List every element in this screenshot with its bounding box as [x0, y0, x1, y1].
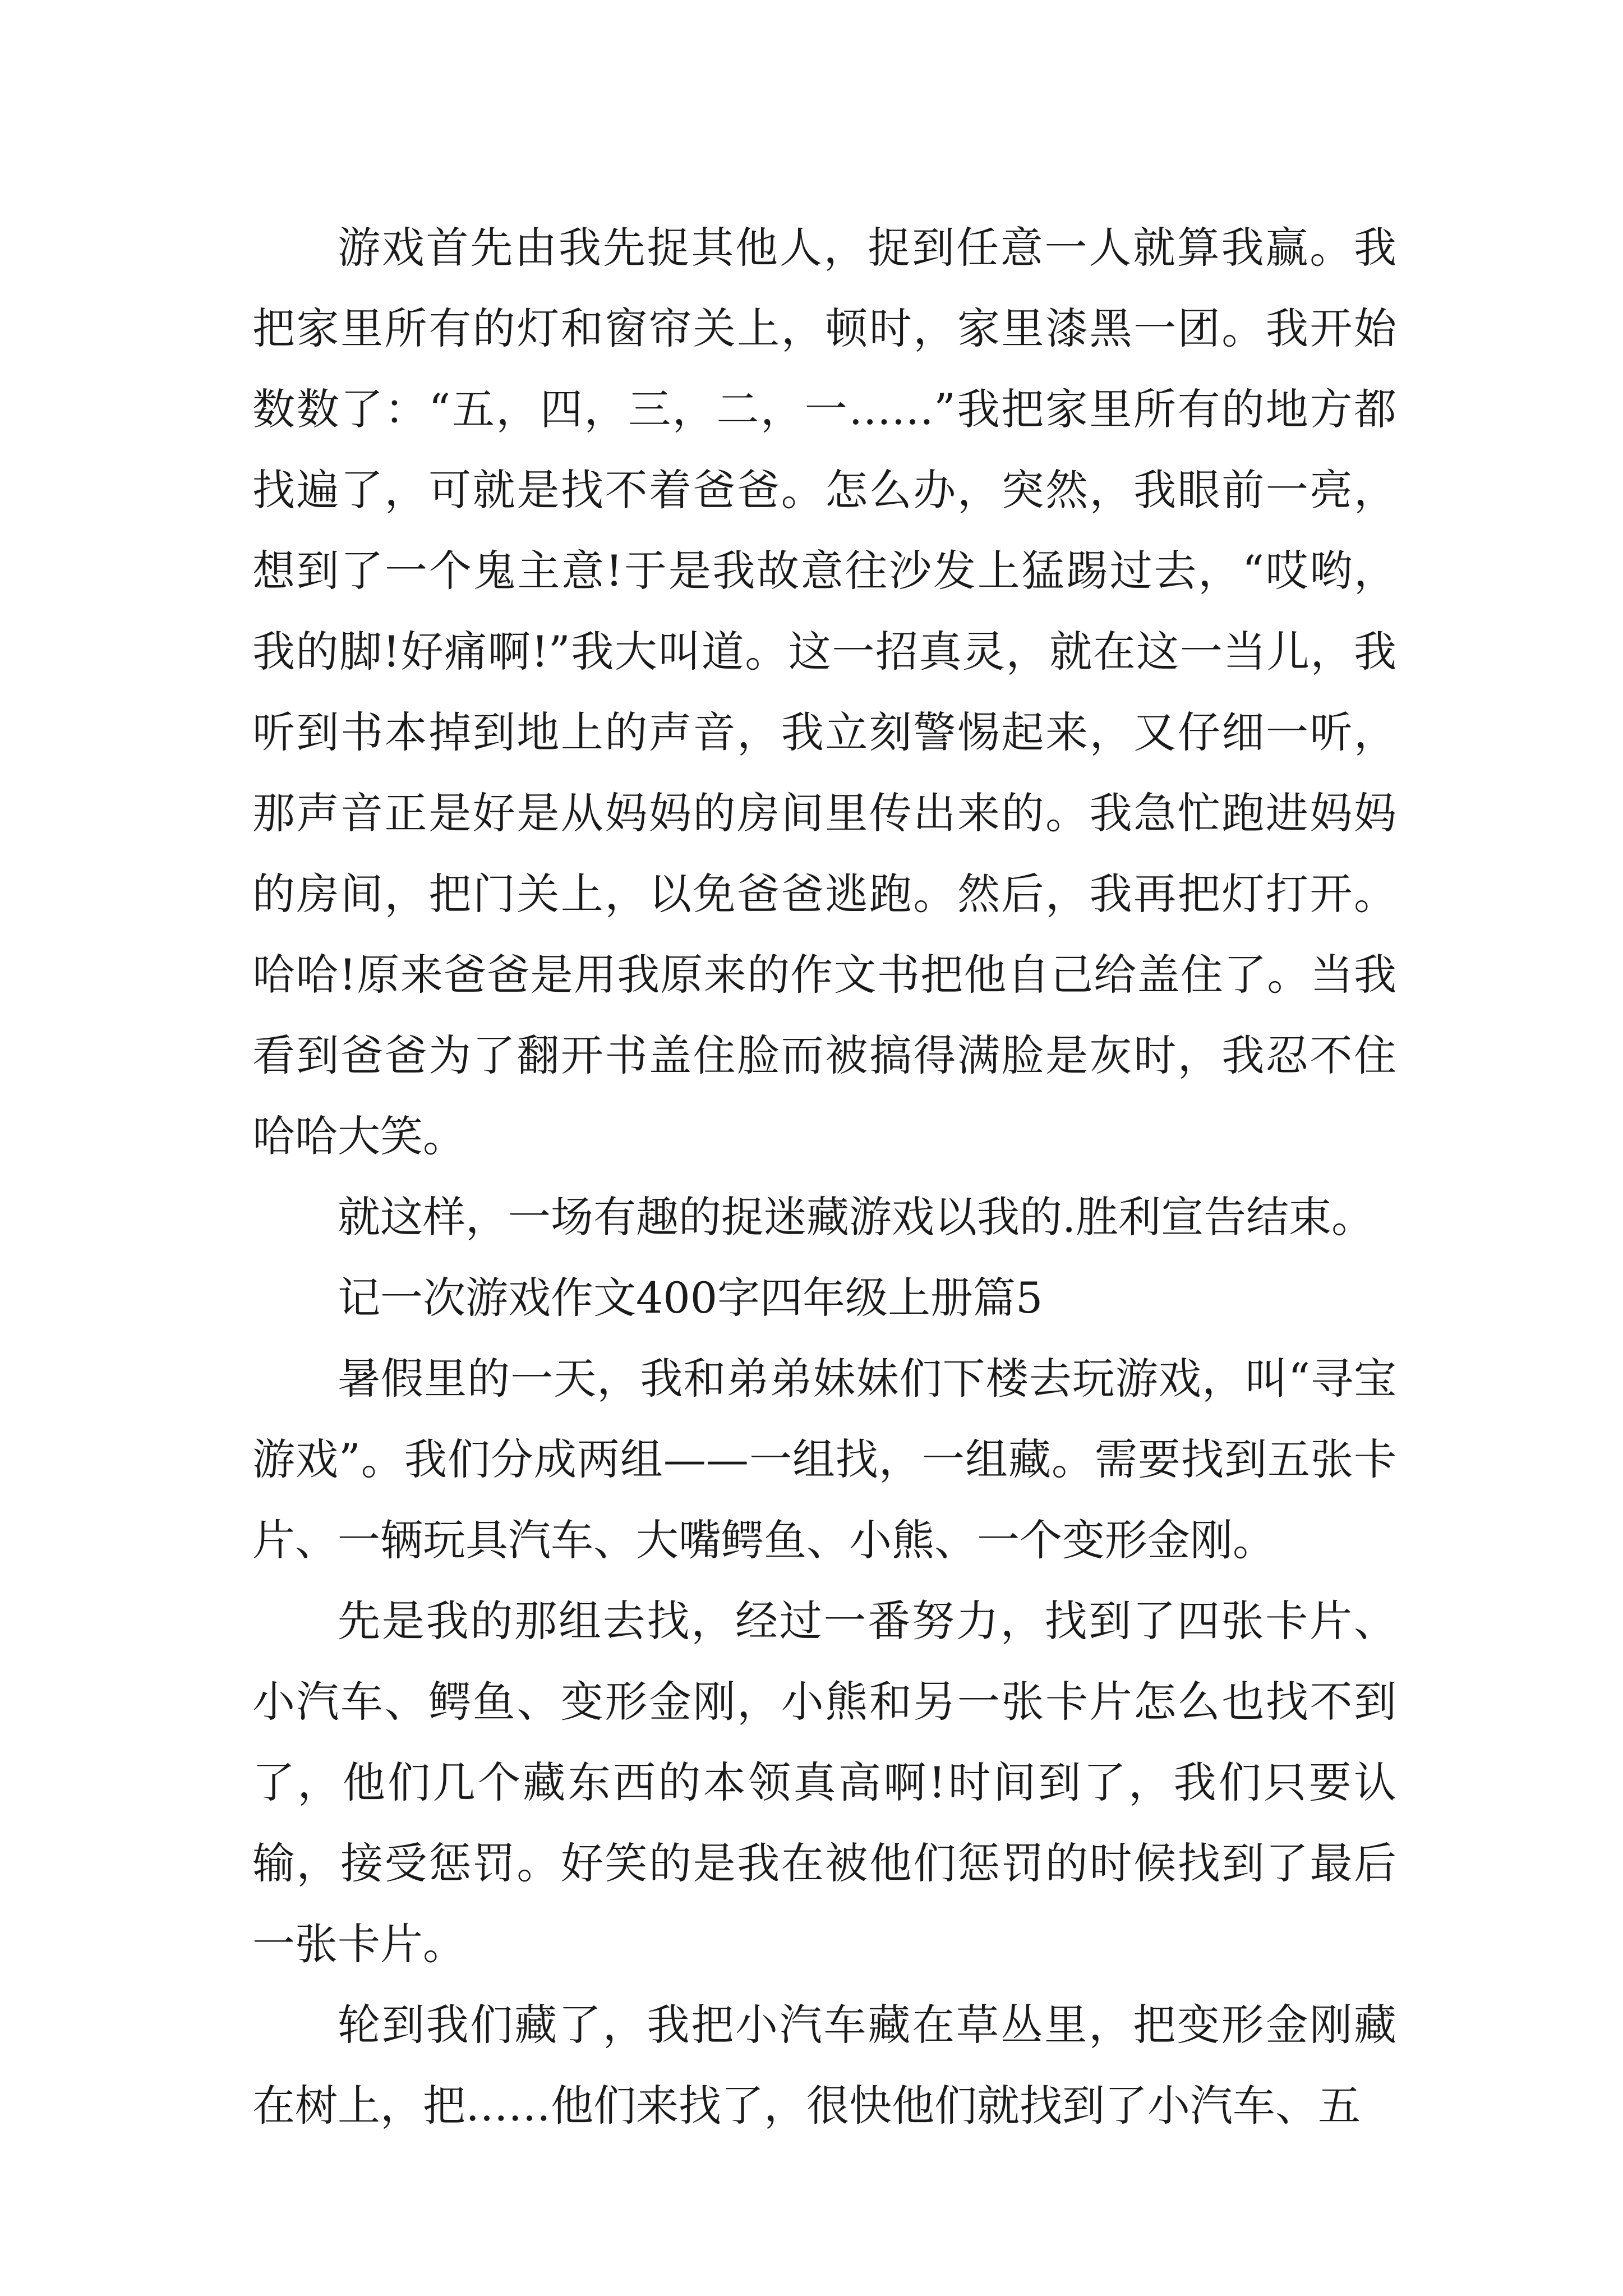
document-body — [252, 208, 1396, 2146]
paragraph: 先是我的那组去找，经过一番努力，找到了四张卡片、小汽车、鳄鱼、变形金刚，小熊和另一张卡片怎么也找不到了，他们几个藏东西的本领真高啊!时间到了，我们只要认输，接受惩罚。好笑的是我在被他们惩罚的时候找到了最后一张卡片。 — [252, 1596, 1396, 1969]
paragraph: 就这样，一场有趣的捉迷藏游戏以我的.胜利宣告结束。 — [338, 1192, 1375, 1242]
section-heading: 记一次游戏作文400字四年级上册篇5 — [338, 1273, 1043, 1323]
paragraph: 游戏首先由我先捉其他人，捉到任意一人就算我赢。我把家里所有的灯和窗帘关上，顿时，家里漆黑一团。我开始数数了：“五，四，三，二，一……”我把家里所有的地方都找遍了，可就是找不着爸爸。怎么办，突然，我眼前一亮，想到了一个鬼主意!于是我故意往沙发上猛踢过去，“哎哟，我的脚!好痛啊!”我大叫道。这一招真灵，就在这一当儿，我听到书本掉到地上的声音，我立刻警惕起来，又仔细一听，那声音正是好是从妈妈的房间里传出来的。我急忙跑进妈妈的房间，把门关上，以免爸爸逃跑。然后，我再把灯打开。哈哈!原来爸爸是用我原来的作文书把他自己给盖住了。当我看到爸爸为了翻开书盖住脸而被搞得满脸是灰时，我忍不住哈哈大笑。 — [252, 223, 1396, 1161]
paragraph: 暑假里的一天，我和弟弟妹妹们下楼去玩游戏，叫“寻宝游戏”。我们分成两组——一组找，一组藏。需要找到五张卡片、一辆玩具汽车、大嘴鳄鱼、小熊、一个变形金刚。 — [252, 1354, 1396, 1565]
paragraph: 轮到我们藏了，我把小汽车藏在草丛里，把变形金刚藏在树上，把……他们来找了，很快他们就找到了小汽车、五 — [252, 2000, 1396, 2131]
